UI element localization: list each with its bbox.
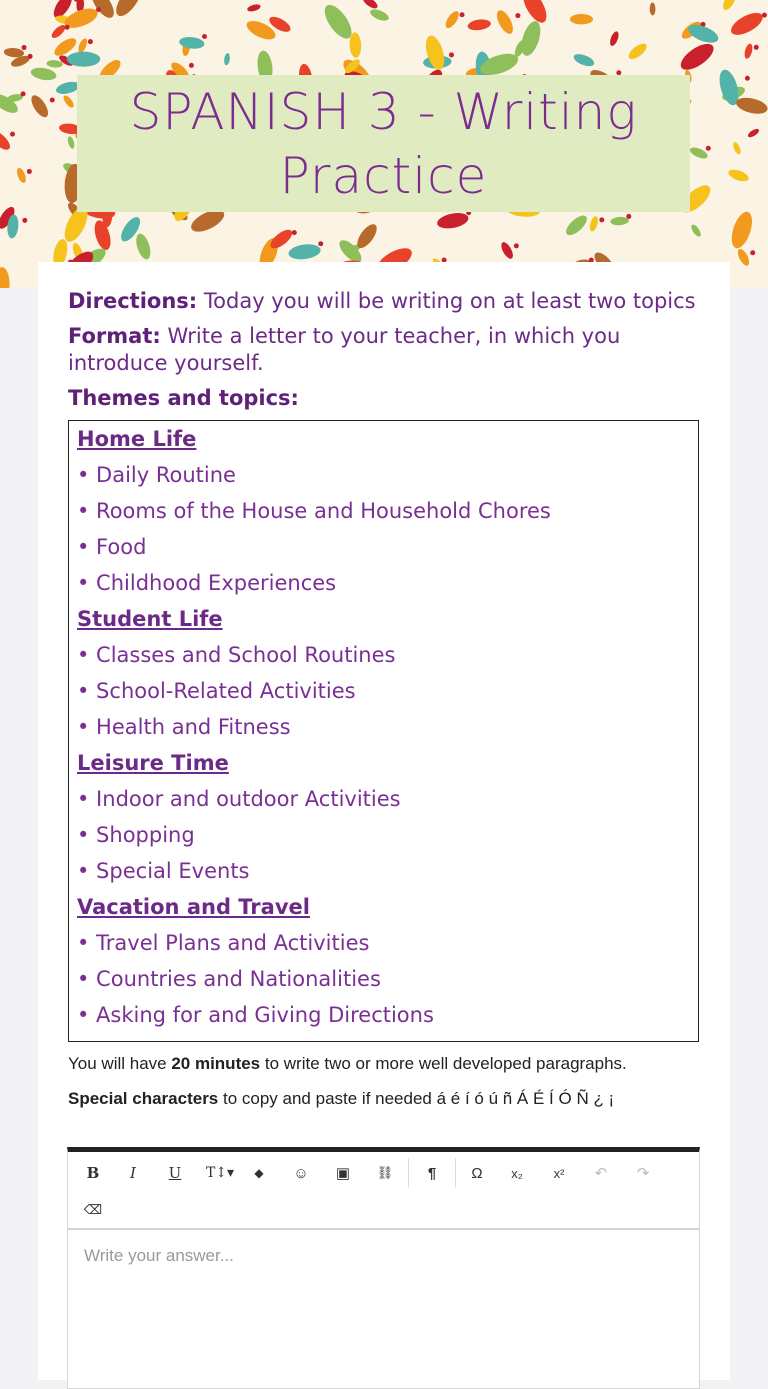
berry-icon — [22, 218, 27, 223]
berry-icon — [96, 7, 101, 12]
leaf-icon — [443, 9, 461, 30]
leaf-icon — [50, 23, 68, 40]
leaf-icon — [610, 216, 629, 226]
section-heading: Vacation and Travel — [77, 895, 310, 919]
time-note-bold: 20 minutes — [171, 1054, 261, 1073]
leaf-icon — [30, 66, 58, 82]
leaf-icon — [28, 93, 51, 120]
berry-icon — [21, 91, 26, 96]
section-home-life — [77, 421, 690, 601]
leaf-icon — [179, 36, 205, 50]
topic-item: • Daily Routine — [77, 463, 236, 487]
leaf-icon — [563, 212, 590, 238]
berry-icon — [189, 63, 194, 68]
leaf-icon — [46, 60, 63, 68]
leaf-icon — [743, 43, 754, 60]
berry-icon — [88, 39, 93, 44]
leaf-icon — [728, 209, 756, 251]
berry-icon — [65, 25, 70, 30]
leaf-icon — [67, 52, 101, 67]
leaf-icon — [134, 232, 154, 261]
berry-icon — [27, 169, 32, 174]
leaf-icon — [369, 7, 391, 23]
topic-item: • Shopping — [77, 823, 195, 847]
leaf-icon — [735, 95, 768, 116]
topic-item: • School-Related Activities — [77, 679, 356, 703]
autumn-banner — [0, 0, 768, 288]
topic-item: • Countries and Nationalities — [77, 967, 381, 991]
berry-icon — [50, 98, 55, 103]
topic-item: • Food — [77, 535, 147, 559]
omega-icon[interactable]: Ω — [471, 1164, 483, 1182]
berry-icon — [754, 45, 759, 50]
special-chars-label: Special characters — [68, 1089, 219, 1108]
berry-icon — [10, 132, 15, 137]
bold-button[interactable]: B — [86, 1164, 100, 1182]
leaf-icon — [67, 136, 76, 150]
berry-icon — [750, 250, 755, 255]
toolbar-divider — [455, 1158, 456, 1188]
editor-toolbar — [67, 1147, 700, 1229]
clear-format-icon[interactable]: ⌫ — [83, 1202, 103, 1217]
topic-item: • Travel Plans and Activities — [77, 931, 370, 955]
section-heading: Student Life — [77, 607, 223, 631]
section-student-life — [77, 601, 690, 745]
toolbar-divider — [408, 1158, 409, 1188]
berry-icon — [515, 13, 520, 18]
leaf-icon — [572, 52, 596, 69]
leaf-icon — [721, 0, 739, 12]
leaf-icon — [732, 141, 743, 155]
leaf-icon — [436, 211, 470, 231]
special-chars-list: to copy and paste if needed á é í ó ú ñ Á É Í Ó Ñ ¿ ¡ — [218, 1089, 615, 1108]
leaf-icon — [494, 8, 517, 36]
italic-button[interactable]: I — [130, 1164, 136, 1182]
format-line — [68, 323, 700, 377]
format-label: Format: — [68, 324, 161, 348]
time-note-before: You will have — [68, 1054, 172, 1073]
leaf-icon — [608, 30, 620, 47]
page-title: SPANISH 3 - Writing Practice — [129, 82, 638, 205]
berry-icon — [28, 54, 33, 59]
berry-icon — [706, 146, 711, 151]
leaf-icon — [288, 242, 322, 261]
berry-icon — [318, 241, 323, 246]
redo-icon[interactable]: ↷ — [636, 1165, 650, 1182]
topic-item: • Rooms of the House and Household Chores — [77, 499, 551, 523]
leaf-icon — [626, 41, 649, 62]
title-box — [77, 75, 690, 212]
paragraph-direction-icon[interactable]: ¶ — [427, 1164, 437, 1182]
answer-editor[interactable] — [67, 1229, 700, 1389]
berry-icon — [449, 52, 454, 57]
leaf-icon — [728, 8, 766, 39]
berry-icon — [599, 217, 604, 222]
time-note — [68, 1051, 700, 1077]
time-note-after: to write two or more well developed paragraphs. — [260, 1054, 627, 1073]
special-characters — [68, 1086, 700, 1112]
leaf-icon — [588, 215, 599, 232]
instructions — [68, 288, 700, 1042]
berry-icon — [460, 12, 465, 17]
undo-icon[interactable]: ↶ — [594, 1165, 608, 1182]
leaf-icon — [727, 167, 750, 183]
image-icon[interactable]: ▣ — [335, 1165, 351, 1182]
topic-item: • Classes and School Routines — [77, 643, 396, 667]
leaf-icon — [246, 3, 261, 13]
leaf-icon — [223, 53, 230, 66]
topic-item: • Indoor and outdoor Activities — [77, 787, 401, 811]
emoji-icon[interactable]: ☺ — [293, 1164, 309, 1182]
section-vacation-travel — [77, 889, 690, 1033]
leaf-icon — [77, 37, 89, 54]
leaf-icon — [690, 223, 703, 238]
leaf-icon — [677, 39, 718, 75]
berry-icon — [292, 230, 297, 235]
topic-item: • Special Events — [77, 859, 250, 883]
color-drop-icon[interactable]: ◆ — [254, 1166, 264, 1180]
leaf-icon — [0, 267, 10, 288]
format-text: Write a letter to your teacher, in which you introduce yourself. — [68, 324, 621, 375]
leaf-icon — [361, 0, 379, 11]
leaf-icon — [112, 0, 146, 20]
berry-icon — [762, 13, 767, 18]
answer-placeholder: Write your answer... — [84, 1246, 234, 1265]
leaf-icon — [15, 167, 27, 184]
text-size-button[interactable]: T↕▾ — [205, 1165, 235, 1181]
leaf-icon — [467, 18, 492, 32]
berry-icon — [202, 34, 207, 39]
themes-line — [68, 385, 700, 412]
themes-label: Themes and topics: — [68, 386, 299, 410]
topic-item: • Health and Fitness — [77, 715, 291, 739]
leaf-icon — [62, 94, 76, 109]
section-heading: Leisure Time — [77, 751, 229, 775]
berry-icon — [514, 243, 519, 248]
leaf-icon — [499, 240, 515, 260]
directions-line — [68, 288, 700, 315]
topic-item: • Asking for and Giving Directions — [77, 1003, 434, 1027]
topic-item: • Childhood Experiences — [77, 571, 337, 595]
link-icon[interactable]: ⛓ — [376, 1165, 394, 1180]
topics-box — [68, 420, 699, 1042]
subscript-button[interactable]: x₂ — [511, 1165, 523, 1181]
directions-text: Today you will be writing on at least two topics — [203, 289, 696, 313]
underline-button[interactable]: U — [168, 1164, 182, 1182]
superscript-button[interactable]: x² — [553, 1165, 565, 1181]
section-heading: Home Life — [77, 427, 197, 451]
directions-label: Directions: — [68, 289, 198, 313]
berry-icon — [22, 45, 27, 50]
leaf-icon — [747, 127, 761, 139]
section-leisure-time — [77, 745, 690, 889]
leaf-icon — [736, 247, 752, 267]
leaf-icon — [570, 14, 593, 24]
leaf-icon — [349, 32, 362, 58]
berry-icon — [626, 214, 631, 219]
leaf-icon — [0, 128, 13, 153]
berry-icon — [745, 76, 750, 81]
leaf-icon — [650, 2, 656, 15]
